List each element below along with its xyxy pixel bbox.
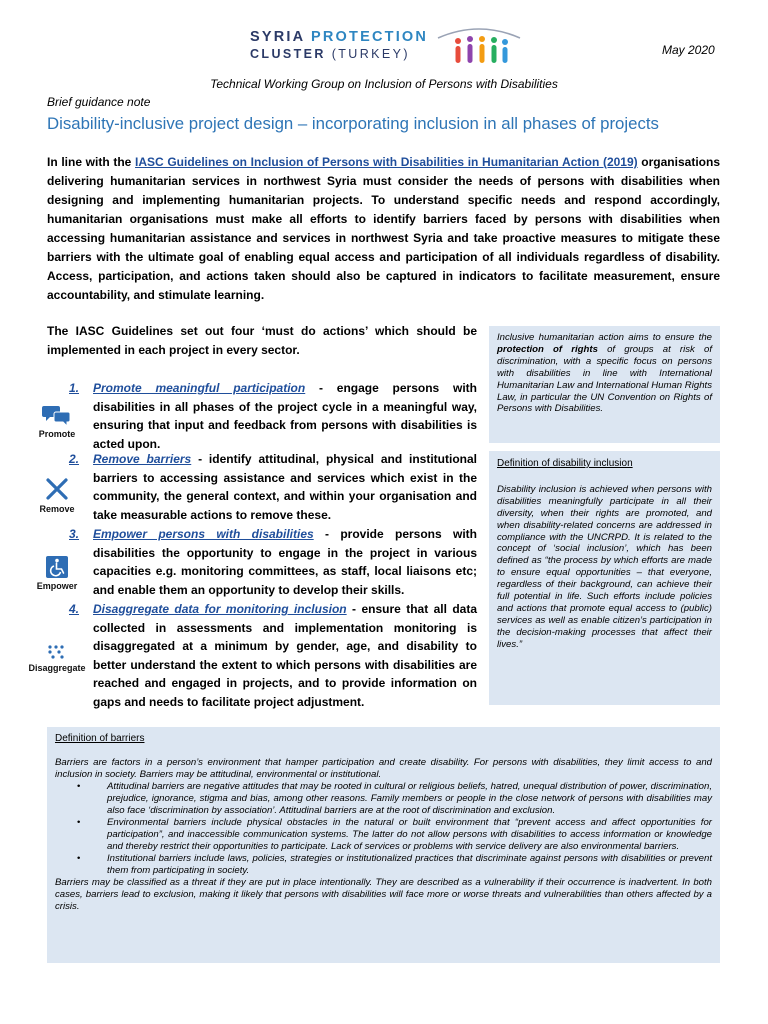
logo-line-2: CLUSTER (TURKEY): [250, 47, 410, 61]
barriers-intro: Barriers are factors in a person’s environment that hamper participation and create disability. For persons with disabilities, they limit access to and inclusion in society. Barriers may be attitudinal, environmental or institutional.: [55, 757, 712, 780]
speech-bubbles-icon: [42, 404, 72, 426]
disability-inclusion-definition-box: [489, 451, 720, 705]
promote-icon-block: [22, 404, 92, 439]
action-number: 3.: [69, 527, 80, 541]
action-item-1: 1. Promote meaningful participation - engage persons with disabilities in all phases of the project cycle in a meaningful way, ensuring that input and feedback from persons with disabilities is acted upon.: [69, 381, 477, 451]
must-do-paragraph: The IASC Guidelines set out four ‘must do actions’ which should be implemented in each project in every sector.: [47, 324, 477, 357]
action-title-link[interactable]: Remove barriers: [93, 452, 192, 466]
barriers-list: [55, 781, 712, 877]
action-title-link[interactable]: Disaggregate data for monitoring inclusion: [93, 602, 347, 616]
definition-text: Disability inclusion is achieved when persons with disabilities meaningfully participate in all their diversity, when their rights are promoted, and when disability-related concerns are addressed in compliance with the UNCRPD. It is related to the concept of ‘social inclusion’, which has been defined as “the process by which efforts are made to ensure equal opportunities – that everyone, regardless of their background, can achieve their full potential in life. Such efforts include policies and actions that promote equal access to (public) services as well as enable citizen’s participation in the decision-making processes that affect their lives.”: [497, 483, 712, 650]
action-item-4: 4. Disaggregate data for monitoring inclusion - ensure that all data collected in assessments and implementation monitoring is disaggregated at a minimum by gender, age, and disability to better understand the extent to which persons with disabilities are reached and engaged in projects, and to provide information on gaps and needs to facilitate project adjustment.: [69, 602, 478, 709]
x-cross-icon: [45, 477, 69, 501]
remove-icon-block: [22, 477, 92, 514]
iasc-guidelines-link[interactable]: IASC Guidelines on Inclusion of Persons with Disabilities in Humanitarian Action (2019): [135, 155, 638, 169]
empower-icon-block: [22, 556, 92, 591]
document-date: May 2020: [662, 43, 715, 57]
promote-label: Promote: [38, 429, 76, 439]
intro-paragraph: In line with the IASC Guidelines on Inclusion of Persons with Disabilities in Humanitarian Action (2019) organisations delivering humanitarian services in northwest Syria must consider the needs of persons with disabilities when designing and implementing humanitarian projects. To understand specific needs and respond accordingly, humanitarian organisations must make all efforts to identify barriers faced by persons with disabilities when accessing humanitarian assistance and services in northwest Syria and take proactive measures to mitigate these barriers with the ultimate goal of enabling equal access and participation of all individuals regardless of disability. Access, participation, and actions taken should also be captured in indicators to facilitate measurement, ensure accountability, and stimulate learning.: [47, 155, 720, 302]
remove-label: Remove: [39, 504, 75, 514]
list-item: • Environmental barriers include physical obstacles in the natural or built environment that “prevent access and affect opportunities for participation”, and inaccessible communication systems. The latter do not allow persons with disabilities to access information or knowledge and thereby restrict their opportunities to participate. Lack of services or problems with service delivery are also environmental barriers.: [55, 817, 712, 853]
action-item-3: 3. Empower persons with disabilities - provide persons with disabilities the opportunity to engage in the project in various capacities e.g. monitoring committees, as staff, local liaisons etc; and enable them an opportunity to develop their skills.: [69, 527, 477, 597]
empower-label: Empower: [36, 581, 78, 591]
logo-people-icon: [434, 24, 524, 66]
action-item-2: 2. Remove barriers - identify attitudinal, physical and institutional barriers to accessing assistance and services which exist in the community, the general context, and within your organisation and take measurable actions to remove these.: [69, 452, 477, 522]
action-number: 1.: [69, 381, 80, 395]
document-type: Brief guidance note: [47, 95, 151, 109]
wheelchair-icon: [46, 556, 68, 578]
page-title: Disability-inclusive project design – incorporating inclusion in all phases of projects: [47, 114, 659, 133]
action-title-link[interactable]: Empower persons with disabilities: [93, 527, 314, 541]
inclusive-action-box: Inclusive humanitarian action aims to ensure the protection of rights of groups at risk of discrimination, with a specific focus on persons with disabilities in line with International Humanitarian Law and International Human Rights Law, in particular the UN Convention on Rights of Persons with Disabilities.: [489, 326, 720, 443]
logo-line-1: SYRIA PROTECTION: [250, 29, 429, 45]
list-item: • Institutional barriers include laws, policies, strategies or institutionalized practices that discriminate against persons with disabilities or prevent them from participating in society.: [55, 853, 712, 877]
barriers-outro: Barriers may be classified as a threat if they are put in place intentionally. They are described as a vulnerability if their occurrence is inadvertent. In both cases, barriers lead to exclusion, making it likely that persons with disabilities will face more or worse threats and vulnerabilities than others affected by a crisis.: [55, 877, 712, 912]
barriers-heading: Definition of barriers: [55, 733, 145, 744]
dot-grid-icon: [46, 644, 68, 660]
action-title-link[interactable]: Promote meaningful participation: [93, 381, 306, 395]
disaggregate-label: Disaggregate: [28, 663, 86, 673]
barriers-definition-box: [47, 727, 720, 963]
action-number: 4.: [69, 602, 80, 616]
logo-text: [250, 29, 430, 61]
working-group-subtitle: Technical Working Group on Inclusion of Persons with Disabilities: [210, 77, 558, 91]
action-number: 2.: [69, 452, 80, 466]
list-item: • Attitudinal barriers are negative attitudes that may be rooted in cultural or religious beliefs, hatred, unequal distribution of power, discrimination, prejudice, ignorance, stigma and bias, among other reasons. Family members or people in the close network of persons with disabilities may also face ‘discrimination by association’. Attitudinal barriers are at the root of discrimination and exclusion.: [55, 781, 712, 817]
disaggregate-icon-block: [22, 644, 92, 673]
definition-heading: Definition of disability inclusion: [497, 458, 633, 469]
